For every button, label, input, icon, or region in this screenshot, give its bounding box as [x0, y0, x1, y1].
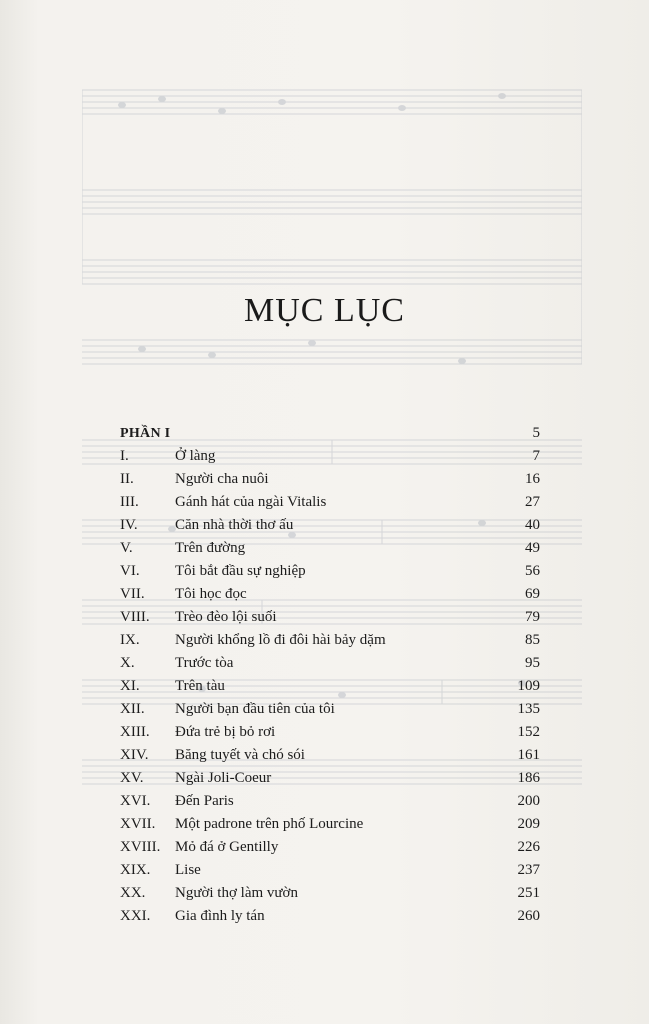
chapter-page-number: 251: [517, 885, 540, 901]
toc-chapter-row[interactable]: [120, 514, 540, 537]
toc-part-row[interactable]: [120, 422, 540, 445]
chapter-title: Người thợ làm vườn: [175, 885, 298, 901]
chapter-page-number: 95: [525, 655, 540, 671]
toc-chapter-row[interactable]: [120, 560, 540, 583]
chapter-page-number: 69: [525, 586, 540, 602]
chapter-number: XX.: [120, 885, 146, 901]
part-label: PHẦN I: [120, 426, 171, 441]
toc-chapter-row[interactable]: [120, 652, 540, 675]
chapter-title: Băng tuyết và chó sói: [175, 747, 305, 763]
chapter-number: XV.: [120, 770, 144, 786]
chapter-title: Người khổng lồ đi đôi hài bảy dặm: [175, 632, 386, 648]
toc-chapter-row[interactable]: [120, 905, 540, 928]
chapter-number: VII.: [120, 586, 145, 602]
chapter-number: V.: [120, 540, 133, 556]
toc-chapter-row[interactable]: [120, 767, 540, 790]
toc-chapter-row[interactable]: [120, 537, 540, 560]
chapter-number: III.: [120, 494, 139, 510]
toc-chapter-row[interactable]: [120, 882, 540, 905]
chapter-page-number: 260: [517, 908, 540, 924]
toc-chapter-row[interactable]: [120, 445, 540, 468]
chapter-page-number: 40: [525, 517, 540, 533]
chapter-page-number: 49: [525, 540, 540, 556]
chapter-page-number: 161: [517, 747, 540, 763]
toc-chapter-row[interactable]: [120, 744, 540, 767]
chapter-page-number: 186: [517, 770, 540, 786]
chapter-title: Người bạn đầu tiên của tôi: [175, 701, 335, 717]
chapter-title: Một padrone trên phố Lourcine: [175, 816, 364, 832]
chapter-page-number: 135: [517, 701, 540, 717]
chapter-title: Ở làng: [175, 448, 216, 464]
toc-chapter-row[interactable]: [120, 859, 540, 882]
toc-chapter-row[interactable]: [120, 468, 540, 491]
chapter-title: Căn nhà thời thơ ấu: [175, 517, 294, 533]
part-page-number: 5: [532, 425, 540, 441]
chapter-page-number: 85: [525, 632, 540, 648]
chapter-title: Mỏ đá ở Gentilly: [175, 839, 279, 855]
chapter-number: XII.: [120, 701, 145, 717]
toc-chapter-row[interactable]: [120, 629, 540, 652]
table-of-contents: [120, 422, 540, 928]
chapter-number: XVI.: [120, 793, 151, 809]
chapter-number: XI.: [120, 678, 140, 694]
chapter-number: XIV.: [120, 747, 149, 763]
chapter-page-number: 7: [532, 448, 540, 464]
chapter-title: Đến Paris: [175, 793, 234, 809]
chapter-page-number: 152: [517, 724, 540, 740]
chapter-title: Người cha nuôi: [175, 471, 269, 487]
chapter-page-number: 200: [517, 793, 540, 809]
chapter-page-number: 209: [517, 816, 540, 832]
chapter-number: VIII.: [120, 609, 150, 625]
chapter-title: Trên tàu: [175, 678, 225, 694]
chapter-page-number: 109: [517, 678, 540, 694]
chapter-number: VI.: [120, 563, 140, 579]
chapter-number: XXI.: [120, 908, 151, 924]
toc-chapter-row[interactable]: [120, 813, 540, 836]
chapter-page-number: 237: [517, 862, 540, 878]
chapter-number: IV.: [120, 517, 138, 533]
toc-chapter-row[interactable]: [120, 606, 540, 629]
chapter-title: Trước tòa: [175, 655, 234, 671]
chapter-title: Gánh hát của ngài Vitalis: [175, 494, 327, 510]
chapter-number: XVIII.: [120, 839, 161, 855]
chapter-number: XIX.: [120, 862, 151, 878]
toc-chapter-row[interactable]: [120, 698, 540, 721]
chapter-page-number: 27: [525, 494, 540, 510]
toc-chapter-row[interactable]: [120, 583, 540, 606]
toc-chapter-row[interactable]: [120, 675, 540, 698]
toc-chapter-row[interactable]: [120, 721, 540, 744]
chapter-title: Đứa trẻ bị bỏ rơi: [175, 724, 276, 740]
toc-chapter-row[interactable]: [120, 836, 540, 859]
chapter-number: II.: [120, 471, 134, 487]
chapter-page-number: 226: [517, 839, 540, 855]
chapter-title: Lise: [175, 862, 201, 878]
page-title: MỤC LỤC: [244, 292, 405, 329]
chapter-page-number: 16: [525, 471, 540, 487]
chapter-number: XIII.: [120, 724, 150, 740]
toc-chapter-row[interactable]: [120, 491, 540, 514]
chapter-title: Tôi học đọc: [175, 586, 247, 602]
chapter-title: Gia đình ly tán: [175, 908, 265, 924]
chapter-title: Tôi bắt đầu sự nghiệp: [175, 563, 306, 579]
chapter-title: Trèo đèo lội suối: [175, 609, 277, 625]
chapter-page-number: 56: [525, 563, 540, 579]
chapter-page-number: 79: [525, 609, 540, 625]
chapter-number: X.: [120, 655, 135, 671]
chapter-number: XVII.: [120, 816, 156, 832]
chapter-title: Ngài Joli-Coeur: [175, 770, 272, 786]
chapter-title: Trên đường: [175, 540, 246, 556]
chapter-number: IX.: [120, 632, 140, 648]
chapter-number: I.: [120, 448, 129, 464]
toc-chapter-row[interactable]: [120, 790, 540, 813]
